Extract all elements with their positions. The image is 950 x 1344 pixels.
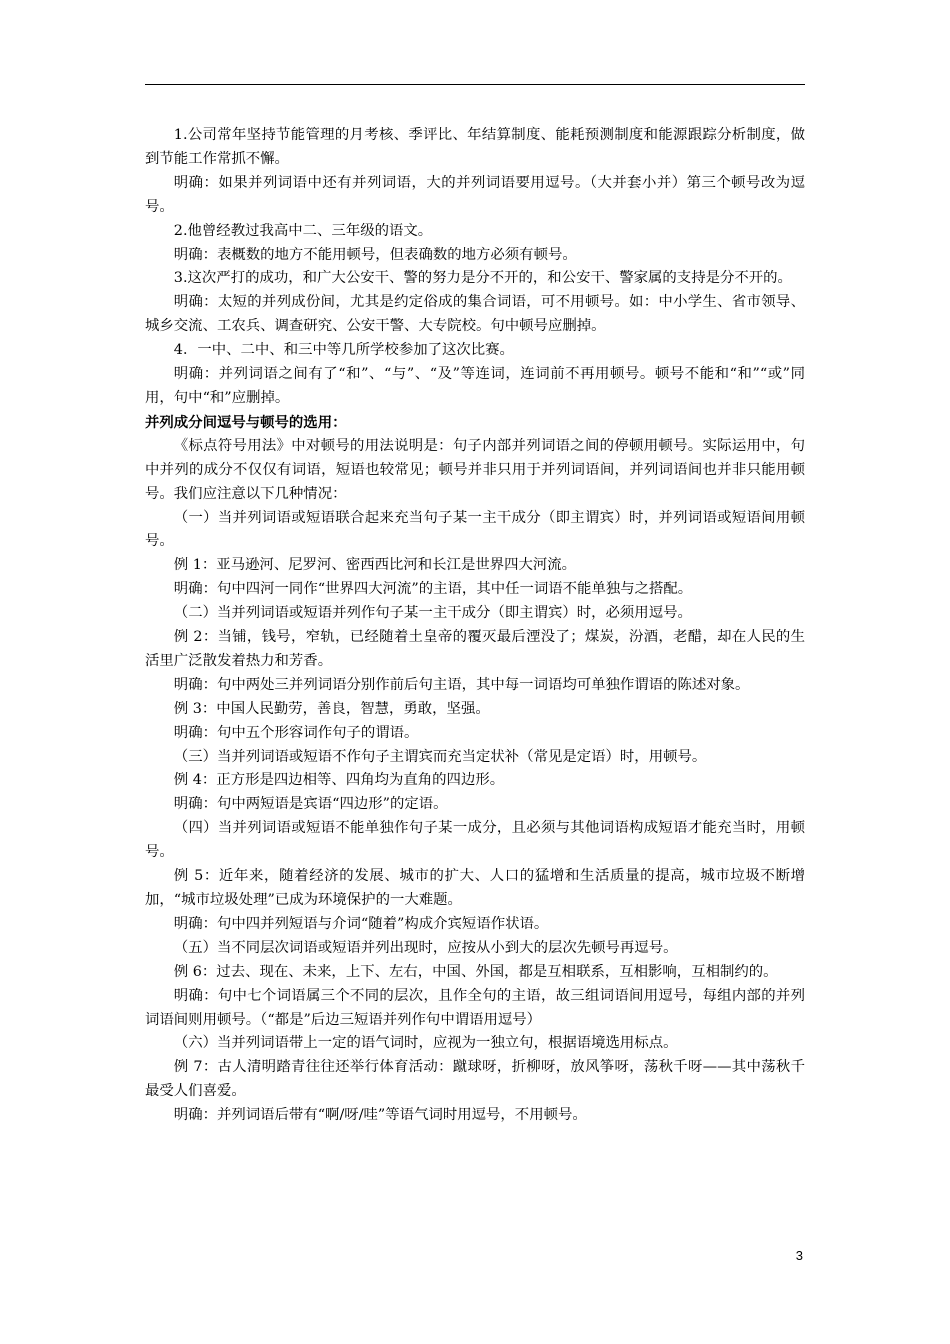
page-number: 3 [795,1248,803,1263]
paragraph: 例 1：亚马逊河、尼罗河、密西西比河和长江是世界四大河流。 [173,557,577,574]
paragraph: （五）当不同层次词语或短语并列出现时，应按从小到大的层次先顿号再逗号。 [173,939,678,956]
paragraph: 明确：并列词语之间有了“和”、“与”、“及”等连词，连词前不再用顿号。顿号不能和“和”“或”同用，句中“和”应删掉。 [145,366,805,406]
paragraph: 例 6：过去、现在、未来，上下、左右，中国、外国，都是互相联系，互相影响，互相制约的。 [173,963,778,980]
paragraph: 4．一中、二中、和三中等几所学校参加了这次比赛。 [173,342,514,359]
paragraph: 明确：太短的并列成份间，尤其是约定俗成的集合词语，可不用顿号。如：中小学生、省市领导、城乡交流、工农兵、调查研究、公安干警、大专院校。句中顿号应删掉。 [145,294,805,335]
paragraph: （一）当并列词语或短语联合起来充当句子某一主干成分（即主谓宾）时，并列词语或短语间用顿号。 [145,509,805,550]
paragraph: 明确：句中两短语是宾语“四边形”的定语。 [173,796,448,813]
paragraph: 例 5：近年来，随着经济的发展、城市的扩大、人口的猛增和生活质量的提高，城市垃圾不断增加，“城市垃圾处理”已成为环境保护的一大难题。 [145,868,805,908]
paragraph: 3.这次严打的成功，和广大公安干、警的努力是分不开的，和公安干、警家属的支持是分不开的。 [173,270,792,287]
paragraph: 明确：句中四河一同作“世界四大河流”的主语，其中任一词语不能单独与之搭配。 [173,581,693,598]
paragraph: 明确：句中四并列短语与介词“随着”构成介宾短语作状语。 [173,915,549,932]
paragraph: （六）当并列词语带上一定的语气词时，应视为一独立句，根据语境选用标点。 [173,1035,678,1052]
paragraph: （二）当并列词语或短语并列作句子某一主干成分（即主谓宾）时，必须用逗号。 [173,605,692,622]
paragraph: 例 4：正方形是四边相等、四角均为直角的四边形。 [173,772,505,789]
section-heading: 并列成分间逗号与顿号的选用： [145,413,347,431]
paragraph: 《标点符号用法》中对顿号的用法说明是：句子内部并列词语之间的停顿用顿号。实际运用中，句中并列的成分不仅仅有词语，短语也较常见；顿号并非只用于并列词语间，并列词语间也并非只能用顿号。我们应注意以下几种情况： [145,437,805,502]
paragraph: 1.公司常年坚持节能管理的月考核、季评比、年结算制度、能耗预测制度和能源跟踪分析制度，做到节能工作常抓不懈。 [145,127,805,167]
paragraph: 2.他曾经教过我高中二、三年级的语文。 [173,222,433,239]
paragraph: 例 3：中国人民勤劳，善良，智慧，勇敢，坚强。 [173,700,490,717]
paragraph: 明确：如果并列词语中还有并列词语，大的并列词语要用逗号。（大并套小并）第三个顿号改为逗号。 [145,174,805,215]
paragraph: 明确：表概数的地方不能用顿号，但表确数的地方必须有顿号。 [173,246,577,263]
paragraph: 例 7：古人清明踏青往往还举行体育活动：蹴球呀，折柳呀，放风筝呀，荡秋千呀——其中荡秋千最受人们喜爱。 [145,1059,805,1100]
paragraph: 明确：句中七个词语属三个不同的层次，且作全句的主语，故三组词语间用逗号，每组内部的并列词语间则用顿号。（“都是”后边三短语并列作句中谓语用逗号） [145,987,805,1028]
paragraph: 明确：并列词语后带有“啊/呀/哇”等语气词时用逗号，不用顿号。 [173,1107,587,1124]
paragraph: 例 2：当铺，钱号，窄轨，已经随着土皇帝的覆灭最后湮没了；煤炭，汾酒，老醋，却在人民的生活里广泛散发着热力和芳香。 [145,629,805,669]
paragraph: 明确：句中五个形容词作句子的谓语。 [173,724,419,741]
header-rule [145,84,805,85]
document-body [145,124,805,1128]
paragraph: （四）当并列词语或短语不能单独作句子某一成分，且必须与其他词语构成短语才能充当时，用顿号。 [145,820,805,861]
paragraph: 明确：句中两处三并列词语分别作前后句主语，其中每一词语均可单独作谓语的陈述对象。 [173,676,750,693]
paragraph: （三）当并列词语或短语不作句子主谓宾而充当定状补（常见是定语）时，用顿号。 [173,748,707,765]
